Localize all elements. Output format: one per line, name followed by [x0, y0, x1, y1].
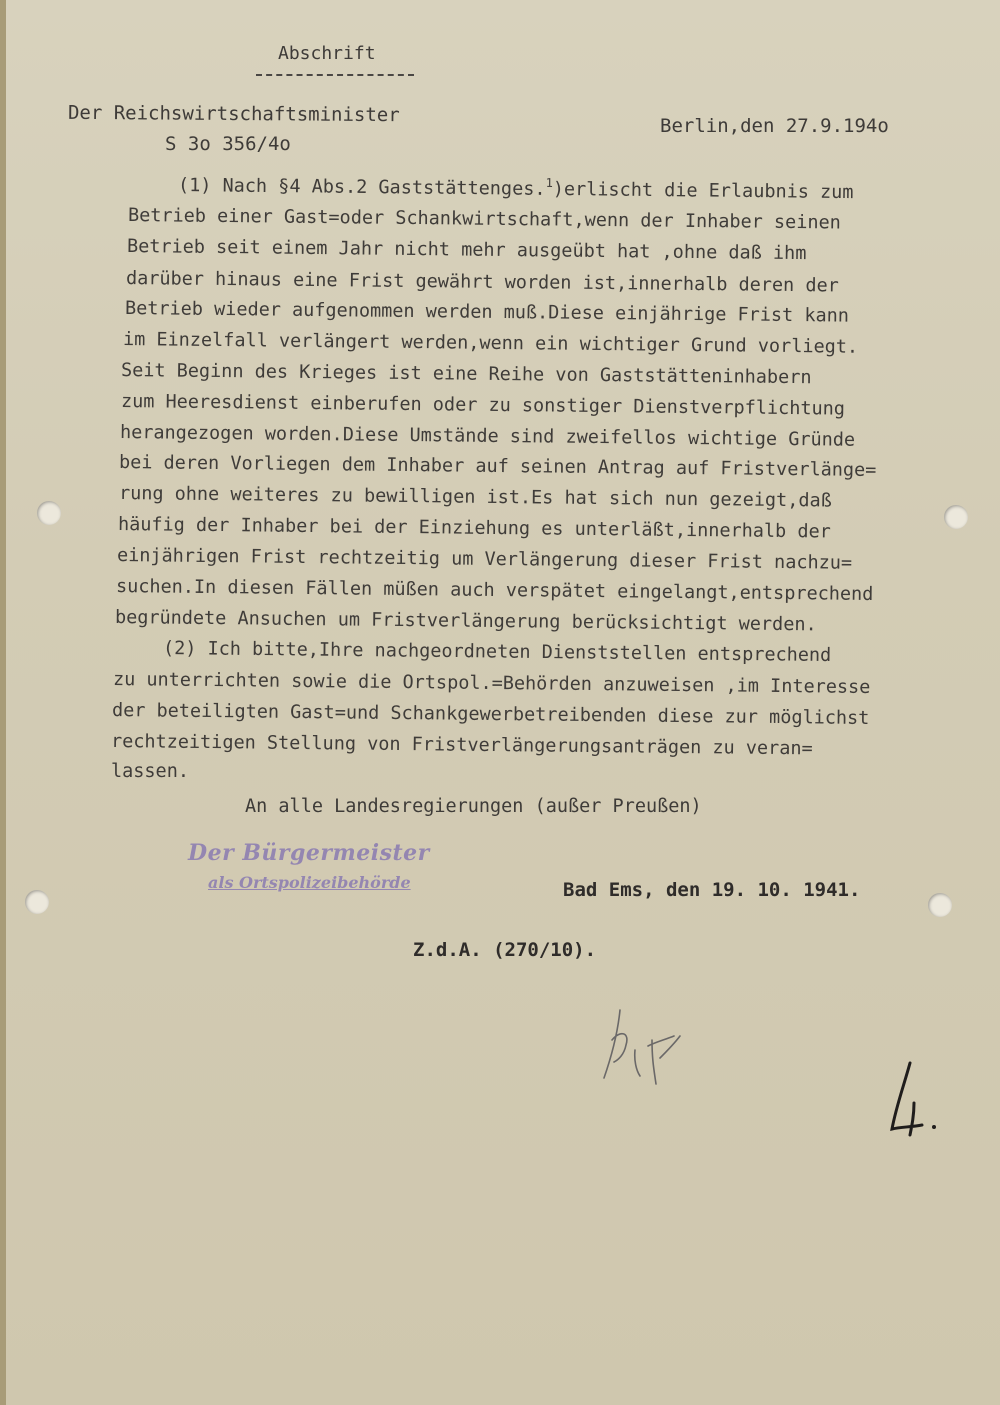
- body-line-text: (1) Nach §4 Abs.2 Gaststättenges.: [177, 175, 546, 200]
- punch-hole: [25, 890, 49, 914]
- body-line: herangezogen worden.Diese Umstände sind zweifellos wichtige Gründe: [119, 422, 856, 451]
- body-line: rechtzeitigen Stellung von Fristverlängerungsanträgen zu veran=: [110, 731, 813, 760]
- body-line: häufig der Inhaber bei der Einziehung es unterläßt,innerhalb der: [117, 514, 831, 543]
- document-title: Abschrift: [278, 43, 376, 64]
- local-place-date: Bad Ems, den 19. 10. 1941.: [563, 879, 861, 901]
- page-edge-shadow: [0, 0, 6, 1405]
- pencil-initials-signature: [590, 1000, 690, 1090]
- body-line: Betrieb wieder aufgenommen werden muß.Diese einjährige Frist kann: [124, 298, 850, 327]
- body-line: (2) Ich bitte,Ihre nachgeordneten Dienststellen entsprechend: [162, 638, 832, 666]
- punch-hole: [944, 505, 968, 529]
- body-line: Betrieb einer Gast=oder Schankwirtschaft,wenn der Inhaber seinen: [127, 205, 841, 234]
- body-line: einjährigen Frist rechtzeitig um Verlängerung dieser Frist nachzu=: [116, 545, 853, 574]
- stamp-line-1: Der Bürgermeister: [188, 840, 430, 866]
- reference-number: S 3o 356/4o: [165, 133, 291, 155]
- body-line: im Einzelfall verlängert werden,wenn ein wichtiger Grund vorliegt.: [122, 329, 859, 358]
- ink-signature-mark: [880, 1055, 950, 1145]
- body-line: lassen.: [111, 761, 189, 782]
- filing-note: Z.d.A. (270/10).: [413, 939, 597, 961]
- body-line-text: )erlischt die Erlaubnis zum: [552, 178, 854, 204]
- body-line: Seit Beginn des Krieges ist eine Reihe von Gaststätteninhabern: [120, 360, 812, 389]
- body-line: suchen.In diesen Fällen müßen auch verspätet eingelangt,entsprechend: [115, 576, 874, 605]
- body-line: zu unterrichten sowie die Ortspol.=Behörden anzuweisen ,im Interesse: [112, 669, 871, 698]
- body-line: begründete Ansuchen um Fristverlängerung berücksichtigt werden.: [114, 607, 817, 636]
- punch-hole: [37, 501, 61, 525]
- body-line: der beteiligten Gast=und Schankgewerbetreibenden diese zur möglichst: [111, 700, 870, 729]
- addressee-line: An alle Landesregierungen (außer Preußen): [245, 796, 702, 817]
- stamp-line-2: als Ortspolizeibehörde: [208, 873, 411, 892]
- body-line: zum Heeresdienst einberufen oder zu sonstiger Dienstverpflichtung: [120, 391, 846, 420]
- body-line: [178, 177, 854, 203]
- body-line: rung ohne weiteres zu bewilligen ist.Es hat sich nun gezeigt,daß: [118, 483, 832, 512]
- body-line: Betrieb seit einem Jahr nicht mehr ausgeübt hat ,ohne daß ihm: [126, 236, 807, 265]
- sender-line: Der Reichswirtschaftsminister: [67, 101, 400, 127]
- place-and-date: Berlin,den 27.9.194o: [660, 115, 889, 137]
- footnote-marker: 1: [545, 175, 553, 190]
- body-line: bei deren Vorliegen dem Inhaber auf seinen Antrag auf Fristverlänge=: [118, 452, 877, 481]
- title-underline: [256, 74, 414, 76]
- body-line: darüber hinaus eine Frist gewährt worden ist,innerhalb deren der: [125, 268, 839, 297]
- punch-hole: [928, 893, 952, 917]
